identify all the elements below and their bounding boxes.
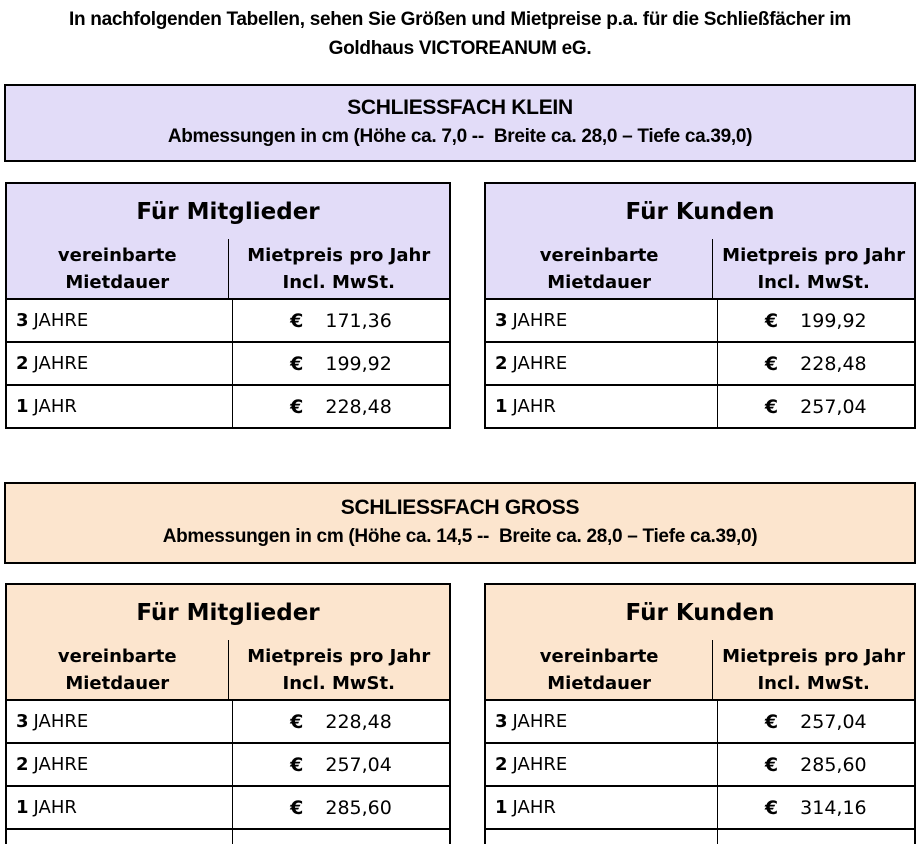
price-table-klein-mitglieder bbox=[5, 182, 451, 429]
banner-title: SCHLIESSFACH KLEIN bbox=[347, 96, 573, 119]
price-cell bbox=[717, 787, 914, 828]
tables-row-gross bbox=[5, 583, 916, 844]
column-header-duration-line2: Mietdauer bbox=[547, 672, 652, 694]
currency-symbol: € bbox=[764, 352, 779, 375]
duration-unit: JAHR bbox=[512, 797, 556, 818]
duration-cell bbox=[7, 386, 232, 427]
table-row bbox=[486, 384, 914, 427]
table-row bbox=[7, 742, 449, 785]
table-title: Für Kunden bbox=[486, 585, 914, 640]
column-header-price-line1: Mietpreis pro Jahr bbox=[247, 244, 431, 266]
price-cell bbox=[717, 343, 914, 384]
table-row-clipped bbox=[486, 828, 914, 844]
column-header-price-line1: Mietpreis pro Jahr bbox=[722, 645, 906, 667]
page-title-line1: In nachfolgenden Tabellen, sehen Sie Größen und Mietpreise p.a. für die Schließfächer im bbox=[69, 9, 851, 30]
price-table-gross-mitglieder bbox=[5, 583, 451, 844]
price-table-gross-kunden bbox=[484, 583, 916, 844]
duration-number: 2 bbox=[16, 754, 29, 775]
price-value: 171,36 bbox=[325, 309, 392, 332]
duration-cell bbox=[7, 744, 232, 785]
duration-cell bbox=[7, 701, 232, 742]
column-header-price-line2: Incl. MwSt. bbox=[757, 271, 870, 293]
duration-number: 2 bbox=[495, 353, 508, 374]
column-header-duration-line2: Mietdauer bbox=[65, 672, 170, 694]
currency-symbol: € bbox=[290, 796, 304, 819]
table-row bbox=[7, 785, 449, 828]
currency-symbol: € bbox=[290, 309, 304, 332]
price-cell bbox=[232, 787, 449, 828]
duration-cell bbox=[486, 386, 717, 427]
duration-unit: JAHRE bbox=[33, 353, 89, 374]
price-value: 285,60 bbox=[800, 753, 867, 776]
table-row bbox=[7, 300, 449, 341]
price-cell bbox=[232, 744, 449, 785]
duration-cell bbox=[7, 830, 232, 844]
column-header-price-line2: Incl. MwSt. bbox=[282, 271, 395, 293]
duration-number: 1 bbox=[16, 797, 29, 818]
price-cell bbox=[717, 830, 914, 844]
column-header-duration bbox=[7, 239, 228, 298]
duration-number: 2 bbox=[495, 754, 508, 775]
duration-unit: JAHRE bbox=[33, 310, 89, 331]
duration-unit: JAHR bbox=[33, 797, 77, 818]
duration-number: 3 bbox=[16, 310, 29, 331]
column-header-price-line2: Incl. MwSt. bbox=[757, 672, 870, 694]
duration-cell bbox=[486, 830, 717, 844]
column-header-price bbox=[712, 239, 914, 298]
table-row bbox=[7, 341, 449, 384]
price-value: 285,60 bbox=[325, 796, 392, 819]
table-row bbox=[486, 701, 914, 742]
table-title: Für Kunden bbox=[486, 184, 914, 239]
table-row bbox=[486, 341, 914, 384]
duration-number: 1 bbox=[495, 797, 508, 818]
duration-number: 1 bbox=[495, 396, 508, 417]
column-headers bbox=[486, 239, 914, 300]
currency-symbol: € bbox=[764, 753, 779, 776]
column-header-duration-line1: vereinbarte bbox=[539, 244, 659, 266]
table-title: Für Mitglieder bbox=[7, 184, 449, 239]
column-header-duration-line2: Mietdauer bbox=[65, 271, 170, 293]
price-cell bbox=[232, 701, 449, 742]
currency-symbol: € bbox=[764, 309, 779, 332]
table-row bbox=[486, 785, 914, 828]
price-value: 228,48 bbox=[325, 395, 392, 418]
price-table-klein-kunden bbox=[484, 182, 916, 429]
column-header-price-line2: Incl. MwSt. bbox=[282, 672, 395, 694]
column-header-price-line1: Mietpreis pro Jahr bbox=[722, 244, 906, 266]
duration-cell bbox=[486, 744, 717, 785]
price-value: 257,04 bbox=[325, 753, 392, 776]
page-title-line2: Goldhaus VICTOREANUM eG. bbox=[328, 38, 592, 59]
duration-number: 3 bbox=[16, 711, 29, 732]
duration-number: 3 bbox=[495, 310, 508, 331]
column-header-price bbox=[228, 239, 450, 298]
column-header-duration-line1: vereinbarte bbox=[539, 645, 659, 667]
duration-unit: JAHRE bbox=[512, 353, 568, 374]
currency-symbol: € bbox=[764, 395, 779, 418]
duration-cell bbox=[7, 787, 232, 828]
currency-symbol: € bbox=[764, 710, 779, 733]
currency-symbol: € bbox=[764, 796, 779, 819]
price-value: 199,92 bbox=[325, 352, 392, 375]
column-header-duration-line2: Mietdauer bbox=[547, 271, 652, 293]
banner-title: SCHLIESSFACH GROSS bbox=[340, 496, 580, 519]
duration-unit: JAHRE bbox=[33, 711, 89, 732]
duration-unit: JAHR bbox=[512, 396, 556, 417]
banner-schliessfach-klein bbox=[4, 84, 916, 162]
price-cell bbox=[717, 386, 914, 427]
price-value: 257,04 bbox=[800, 395, 867, 418]
banner-schliessfach-gross bbox=[4, 482, 916, 564]
currency-symbol: € bbox=[290, 395, 304, 418]
duration-cell bbox=[7, 300, 232, 341]
column-header-price-line1: Mietpreis pro Jahr bbox=[247, 645, 431, 667]
currency-symbol: € bbox=[290, 710, 304, 733]
duration-number: 3 bbox=[495, 711, 508, 732]
table-row bbox=[486, 300, 914, 341]
duration-cell bbox=[486, 343, 717, 384]
price-cell bbox=[717, 701, 914, 742]
duration-number: 1 bbox=[16, 396, 29, 417]
price-value: 257,04 bbox=[800, 710, 867, 733]
duration-unit: JAHRE bbox=[512, 754, 568, 775]
duration-unit: JAHRE bbox=[33, 754, 89, 775]
column-headers bbox=[486, 640, 914, 701]
banner-subtitle: Abmessungen in cm (Höhe ca. 7,0 -- Breite ca. 28,0 – Tiefe ca.39,0) bbox=[167, 126, 753, 147]
price-value: 199,92 bbox=[800, 309, 867, 332]
table-title: Für Mitglieder bbox=[7, 585, 449, 640]
table-row bbox=[7, 384, 449, 427]
price-cell bbox=[717, 744, 914, 785]
price-value: 228,48 bbox=[325, 710, 392, 733]
tables-row-klein bbox=[5, 182, 916, 429]
duration-number: 2 bbox=[16, 353, 29, 374]
column-header-duration bbox=[486, 239, 712, 298]
duration-unit: JAHRE bbox=[512, 711, 568, 732]
price-cell bbox=[232, 386, 449, 427]
table-row bbox=[7, 701, 449, 742]
column-header-duration bbox=[486, 640, 712, 699]
duration-unit: JAHRE bbox=[512, 310, 568, 331]
currency-symbol: € bbox=[290, 352, 304, 375]
column-header-duration-line1: vereinbarte bbox=[57, 645, 177, 667]
currency-symbol: € bbox=[290, 753, 304, 776]
price-cell bbox=[717, 300, 914, 341]
column-headers bbox=[7, 239, 449, 300]
duration-cell bbox=[486, 787, 717, 828]
table-row bbox=[486, 742, 914, 785]
banner-subtitle: Abmessungen in cm (Höhe ca. 14,5 -- Breite ca. 28,0 – Tiefe ca.39,0) bbox=[162, 526, 758, 547]
duration-cell bbox=[7, 343, 232, 384]
price-cell bbox=[232, 830, 449, 844]
duration-cell bbox=[486, 300, 717, 341]
table-row-clipped bbox=[7, 828, 449, 844]
column-header-duration-line1: vereinbarte bbox=[57, 244, 177, 266]
price-value: 314,16 bbox=[800, 796, 867, 819]
column-header-duration bbox=[7, 640, 228, 699]
price-value: 228,48 bbox=[800, 352, 867, 375]
column-header-price bbox=[712, 640, 914, 699]
duration-unit: JAHR bbox=[33, 396, 77, 417]
price-cell bbox=[232, 300, 449, 341]
price-cell bbox=[232, 343, 449, 384]
duration-cell bbox=[486, 701, 717, 742]
page-title bbox=[0, 0, 920, 63]
column-header-price bbox=[228, 640, 450, 699]
column-headers bbox=[7, 640, 449, 701]
